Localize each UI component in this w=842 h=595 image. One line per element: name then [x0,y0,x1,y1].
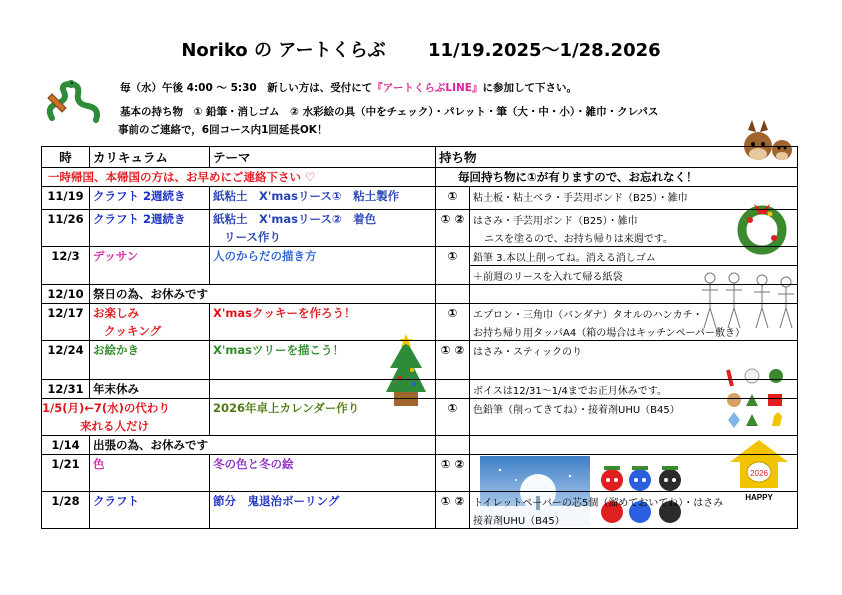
table-row: 12/3 デッサン 人のからだの描き方 ① 鉛筆 3.本以上削ってね。消える消しゴム [42,247,798,266]
extension-note: 事前のご連絡で，6回コース内1回延長OK！ [118,124,328,136]
header-theme: テーマ [210,147,436,168]
happy-text: HAPPY [745,493,773,502]
club-title: Noriko の アートくらぶ [181,40,386,61]
schedule-table: 時 カリキュラム テーマ 持ち物 一時帰国、本帰国の方は、お早めにご連絡下さい ♡ 毎回持ち物に①が有りますので、お忘れなく！ 11/19 クラフト 2週続き 紙粘土 X'masリース① 粘土製作 ① 粘土板・粘土ベラ・手芸用ボンド（B25）・雑巾 11/26 クラフト 2週続き 紙粘土 X'masリース② 着色 ① ② はさみ・手芸用ボンド（B25）・雑巾 リース作り ニスを塗るので、お持ち帰りは来週です。 12/3 デッサン 人のからだの描き方 ① 鉛筆 3.本以上削ってね。消える消しゴム ＋前週のリースを入れて帰る紙袋 12/10 祭日の為、お休みです 12/17 お楽しみ X'masクッキーを作ろう！ ① エプロン・三角巾（バンダナ）タオルのハンカチ・ クッキング お持ち帰り用タッパA4（箱の場合はキッチンペーパー敷き） 12/24 お絵かき X'masツリーを描こう！ ① ② はさみ・スティックのり 12/31 年末休み ボイスは12/31～1/4までお正月休みです。 1/5(月)←7(水)の代わり 2026年卓上カレンダー作り ① 色鉛筆（削ってきてね）・接着剤UHU（B45） 来れる人だけ 1/14 出張の為、お休みです 1/21 色 冬の色と冬の絵 ① ② 1/28 クラフト 節分 鬼退治ボーリング ① ② トイレットペーパーの芯5個（溜めておいてね）・はさみ 接着剤UHU（B45） [41,146,798,529]
header-curriculum: カリキュラム [90,147,210,168]
notice-row [42,168,798,187]
header-items: 持ち物 [436,147,798,168]
schedule-info: 毎（水）午後 4:00 ～ 5:30 新しい方は、受付にて『アートくらぶLINE』に参加して下さい。 [120,82,577,94]
header-date: 時 [42,147,90,168]
table-row: 1/14 出張の為、お休みです [42,436,798,455]
basic-items: 基本の持ち物 ① 鉛筆・消しゴム ② 水彩絵の具（中をチェック）・パレット・筆（大・中・小）・雑巾・クレパス [120,106,659,118]
table-row: 12/17 お楽しみ X'masクッキーを作ろう！ ① エプロン・三角巾（バンダナ）タオルのハンカチ・ [42,304,798,323]
period: 11/19.2025～1/28.2026 [427,40,661,61]
table-header-row [42,147,798,168]
table-row: 1/28 クラフト 節分 鬼退治ボーリング ① ② トイレットペーパーの芯5個（溜めておいてね）・はさみ [42,492,798,511]
table-row: 1/21 色 冬の色と冬の絵 ① ② [42,455,798,474]
table-row: 1/5(月)←7(水)の代わり 2026年卓上カレンダー作り ① 色鉛筆（削ってきてね）・接着剤UHU（B45） [42,399,798,418]
table-row: 12/10 祭日の為、お休みです [42,285,798,304]
year-badge: 2026 [750,469,768,478]
line-link-text: 『アートくらぶLINE』 [372,82,483,94]
snake-illustration [44,78,104,128]
notice-left: 一時帰国、本帰国の方は、お早めにご連絡下さい ♡ [42,168,436,187]
page-title [0,36,842,62]
table-row: 12/31 年末休み ボイスは12/31～1/4までお正月休みです。 [42,380,798,399]
notice-right: 毎回持ち物に①が有りますので、お忘れなく！ [436,168,798,187]
table-row: 12/24 お絵かき X'masツリーを描こう！ ① ② はさみ・スティックのり [42,341,798,360]
table-row: 11/26 クラフト 2週続き 紙粘土 X'masリース② 着色 ① ② はさみ・手芸用ボンド（B25）・雑巾 [42,210,798,229]
table-row: 11/19 クラフト 2週続き 紙粘土 X'masリース① 粘土製作 ① 粘土板・粘土ベラ・手芸用ボンド（B25）・雑巾 [42,187,798,206]
